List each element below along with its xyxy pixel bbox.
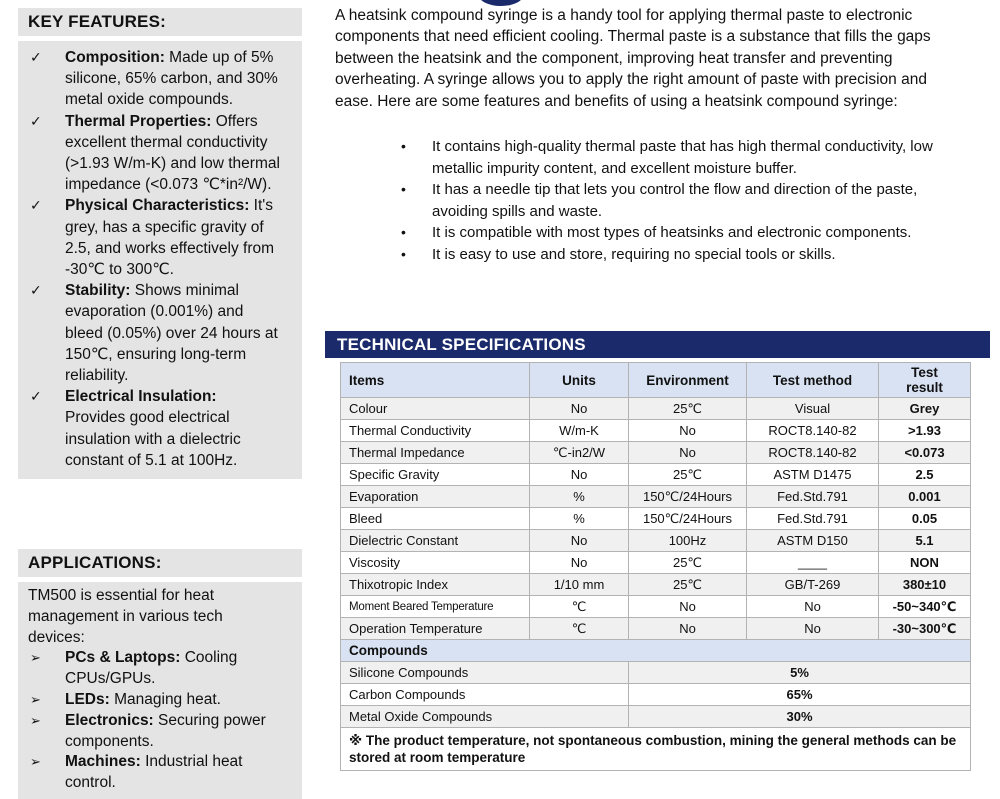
table-cell: Thermal Conductivity — [341, 420, 530, 442]
key-features-heading: KEY FEATURES: — [18, 8, 302, 36]
table-cell: ASTM D150 — [747, 530, 879, 552]
table-cell: No — [530, 464, 629, 486]
table-cell: -30~300℃ — [879, 618, 971, 640]
table-cell: Colour — [341, 398, 530, 420]
table-cell: % — [530, 508, 629, 530]
column-header: Environment — [629, 363, 747, 398]
bullet-icon: • — [401, 138, 406, 154]
table-cell: 25℃ — [629, 552, 747, 574]
column-header: Test method — [747, 363, 879, 398]
table-cell: ____ — [747, 552, 879, 574]
table-row — [341, 574, 971, 596]
benefit-text: It is easy to use and store, requiring no special tools or skills. — [432, 245, 836, 263]
table-row — [341, 398, 971, 420]
table-header-row — [341, 363, 971, 398]
list-item-text: Thermal Properties: Offers excellent thermal conductivity (>1.93 W/m-K) and low thermal impedance (<0.073 ℃*in²/W). — [65, 112, 280, 194]
compound-name: Carbon Compounds — [341, 684, 629, 706]
list-item-label: Thermal Properties: — [65, 112, 212, 130]
table-cell: 0.001 — [879, 486, 971, 508]
applications-box — [18, 582, 302, 799]
table-cell: 25℃ — [629, 574, 747, 596]
compound-row — [341, 706, 971, 728]
arrow-bullet-icon: ➢ — [30, 650, 41, 666]
note-row — [341, 728, 971, 771]
list-item — [28, 280, 302, 386]
benefit-text: It has a needle tip that lets you control the flow and direction of the paste, avoiding spills and waste. — [432, 181, 918, 220]
bullet-icon: • — [401, 245, 406, 262]
table-cell: No — [747, 596, 879, 618]
compound-value: 30% — [629, 706, 971, 728]
compound-value: 65% — [629, 684, 971, 706]
table-cell: Bleed — [341, 508, 530, 530]
table-cell: 150℃/24Hours — [629, 486, 747, 508]
bullet-icon: • — [401, 181, 406, 198]
list-item — [28, 711, 302, 753]
table-cell: >1.93 — [879, 420, 971, 442]
applications-heading: APPLICATIONS: — [18, 549, 302, 577]
list-item-label: PCs & Laptops: — [65, 649, 181, 667]
key-features-list — [18, 41, 302, 479]
list-item — [28, 47, 302, 111]
table-row — [341, 464, 971, 486]
list-item-text: LEDs: Managing heat. — [65, 690, 221, 708]
column-header: Units — [530, 363, 629, 398]
arrow-bullet-icon: ➢ — [30, 712, 41, 728]
benefit-text: It contains high-quality thermal paste that has high thermal conductivity, low metallic impurity content, and excellent moisture buffer. — [432, 138, 933, 177]
table-cell: W/m-K — [530, 420, 629, 442]
table-cell: NON — [879, 552, 971, 574]
table-row — [341, 486, 971, 508]
list-item — [28, 752, 302, 794]
check-icon: ✓ — [30, 388, 42, 405]
list-item — [28, 690, 302, 711]
benefit-item — [335, 136, 980, 179]
table-cell: Viscosity — [341, 552, 530, 574]
applications-section — [18, 549, 302, 799]
list-item-text: Electronics: Securing power components. — [65, 711, 266, 750]
key-features-section — [18, 8, 302, 479]
spec-table-body — [341, 398, 971, 771]
table-cell: ℃ — [530, 618, 629, 640]
list-item-text: PCs & Laptops: Cooling CPUs/GPUs. — [65, 649, 238, 688]
table-cell: No — [530, 552, 629, 574]
benefit-item — [335, 244, 980, 266]
table-row — [341, 618, 971, 640]
table-note: ※ The product temperature, not spontaneous combustion, mining the general methods can be stored at room temperature — [341, 728, 971, 771]
table-cell: 0.05 — [879, 508, 971, 530]
check-icon: ✓ — [30, 282, 42, 299]
compound-row — [341, 662, 971, 684]
list-item-label: Electronics: — [65, 711, 154, 729]
list-item — [28, 111, 302, 196]
table-cell: GB/T-269 — [747, 574, 879, 596]
table-cell: % — [530, 486, 629, 508]
list-item-text: Stability: Shows minimal evaporation (0.001%) and bleed (0.05%) over 24 hours at 150℃, ensuring long-term reliability. — [65, 282, 278, 385]
table-row — [341, 442, 971, 464]
table-row — [341, 530, 971, 552]
spec-table — [340, 362, 971, 771]
list-item-label: Machines: — [65, 753, 141, 771]
table-cell: 1/10 mm — [530, 574, 629, 596]
list-item-label: LEDs: — [65, 690, 110, 708]
list-item-label: Composition: — [65, 49, 165, 66]
table-cell: No — [629, 618, 747, 640]
table-cell: 2.5 — [879, 464, 971, 486]
column-header: Items — [341, 363, 530, 398]
table-cell: Visual — [747, 398, 879, 420]
table-cell: Thermal Impedance — [341, 442, 530, 464]
table-cell: No — [629, 420, 747, 442]
spec-table-head — [341, 363, 971, 398]
table-cell: Specific Gravity — [341, 464, 530, 486]
table-cell: Fed.Std.791 — [747, 508, 879, 530]
table-cell: ℃ — [530, 596, 629, 618]
table-cell: -50~340℃ — [879, 596, 971, 618]
compounds-header: Compounds — [341, 640, 971, 662]
arrow-bullet-icon: ➢ — [30, 754, 41, 770]
benefit-item — [335, 179, 980, 222]
table-cell: Dielectric Constant — [341, 530, 530, 552]
column-header: Test result — [879, 363, 971, 398]
table-cell: ASTM D1475 — [747, 464, 879, 486]
benefit-item — [335, 222, 980, 244]
table-cell: ROCT8.140-82 — [747, 442, 879, 464]
check-icon: ✓ — [30, 112, 42, 129]
applications-list — [28, 648, 302, 794]
applications-intro: TM500 is essential for heat management in various tech devices: — [28, 587, 223, 646]
table-cell: ROCT8.140-82 — [747, 420, 879, 442]
table-cell: No — [629, 596, 747, 618]
table-cell: Moment Beared Temperature — [341, 596, 530, 618]
table-cell: Operation Temperature — [341, 618, 530, 640]
benefit-text: It is compatible with most types of heatsinks and electronic components. — [432, 224, 912, 242]
compound-row — [341, 684, 971, 706]
list-item-label: Electrical Insulation: — [65, 388, 217, 406]
list-item — [28, 648, 302, 690]
table-cell: <0.073 — [879, 442, 971, 464]
compound-value: 5% — [629, 662, 971, 684]
compounds-header-row — [341, 640, 971, 662]
benefits-list — [335, 136, 980, 266]
list-item — [28, 386, 302, 471]
table-cell: No — [629, 442, 747, 464]
table-cell: 25℃ — [629, 398, 747, 420]
list-item-label: Physical Characteristics: — [65, 197, 250, 215]
list-item-text: Electrical Insulation: Provides good electrical insulation with a dielectric constant of 5.1 at 100Hz. — [65, 388, 241, 469]
intro-paragraph: A heatsink compound syringe is a handy tool for applying thermal paste to electronic components that need efficient cooling. Thermal paste is a substance that fills the gaps between the heatsink and the component, improving heat transfer and preventing overheating. A syringe allows you to apply the right amount of paste with precision and ease. Here are some features and benefits of using a heatsink compound syringe: — [335, 7, 931, 110]
bullet-icon: • — [401, 224, 406, 241]
table-row — [341, 508, 971, 530]
list-item — [28, 195, 302, 280]
table-cell: 100Hz — [629, 530, 747, 552]
table-cell: Grey — [879, 398, 971, 420]
table-cell: 5.1 — [879, 530, 971, 552]
list-item-text: Machines: Industrial heat control. — [65, 753, 243, 792]
table-cell: No — [530, 530, 629, 552]
table-row — [341, 552, 971, 574]
table-cell: Evaporation — [341, 486, 530, 508]
table-cell: 380±10 — [879, 574, 971, 596]
table-cell: ℃-in2/W — [530, 442, 629, 464]
check-icon: ✓ — [30, 49, 42, 65]
list-item-text: Composition: Made up of 5% silicone, 65% carbon, and 30% metal oxide compounds. — [65, 49, 278, 109]
arrow-bullet-icon: ➢ — [30, 691, 41, 707]
table-cell: 25℃ — [629, 464, 747, 486]
section-title: TECHNICAL SPECIFICATIONS — [337, 334, 586, 354]
check-icon: ✓ — [30, 197, 42, 214]
list-item-text: Physical Characteristics: It's grey, has a specific gravity of 2.5, and works effectively from -30℃ to 300℃. — [65, 197, 275, 279]
table-row — [341, 420, 971, 442]
table-cell: Thixotropic Index — [341, 574, 530, 596]
table-row — [341, 596, 971, 618]
table-cell: No — [530, 398, 629, 420]
table-cell: Fed.Std.791 — [747, 486, 879, 508]
section-banner — [325, 331, 990, 358]
table-cell: No — [747, 618, 879, 640]
list-item-label: Stability: — [65, 282, 131, 300]
table-cell: 150℃/24Hours — [629, 508, 747, 530]
compound-name: Silicone Compounds — [341, 662, 629, 684]
compound-name: Metal Oxide Compounds — [341, 706, 629, 728]
